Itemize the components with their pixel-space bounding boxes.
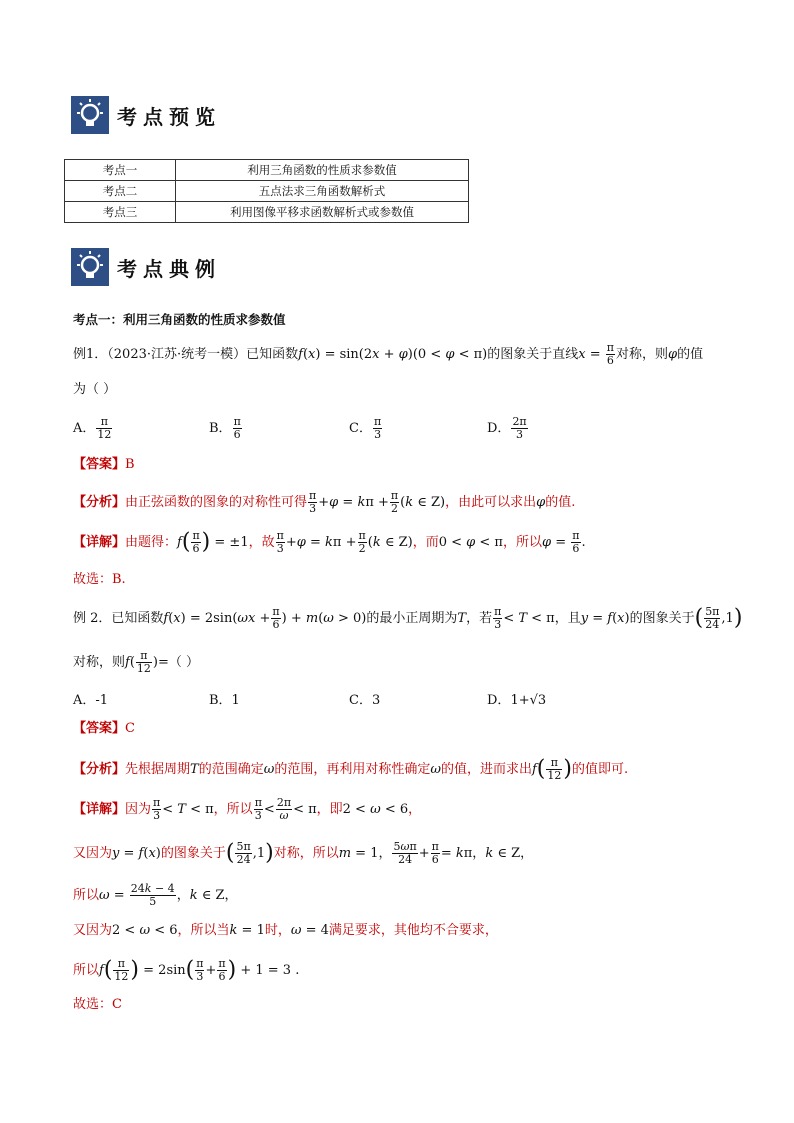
text: 对称，则 [73,655,126,670]
text: C． [349,421,372,436]
text: A． [73,421,96,436]
text: 的值即可. [571,762,629,777]
text: 的范围，再利用对称性确定 [274,762,431,777]
table-row [65,202,469,223]
fraction: $\frac{\pi}{6}$ [606,341,614,367]
text: ，若 [466,611,493,626]
ex2-choose [73,995,122,1015]
table-cell: 考点三 [65,202,176,223]
detail-label: 【详解】 [73,535,126,550]
text: ，且 [554,611,581,626]
table-cell: 利用三角函数的性质求参数值 [176,160,469,181]
table-cell: 考点一 [65,160,176,181]
text: 的值 [677,347,704,362]
section-header-examples [71,248,221,286]
text: ，所以 [502,535,542,550]
ex2-analysis: 【分析】先根据周期T的范围确定ω的范围，再利用对称性确定ω的值，进而求出f( $\frac{\pi}{12}$ )的值即可. [73,756,629,782]
text: 又因为 [73,846,113,861]
ex2-answer [73,719,135,739]
text: 对称，所以 [273,846,339,861]
ex1-detail: 【详解】由题得：f( $\frac{\pi}{6}$ ) = ±1，故 $\frac{\pi}{3}$ +φ = kπ + $\frac{\pi}{2}$ (k ∈ Z)，而0 < φ < π，所以φ = $\frac{\pi}{6}$ . [73,529,586,555]
text: 的图象关于 [629,611,695,626]
table-row [65,160,469,181]
answer-value: B [125,457,135,472]
text: D． [487,421,511,436]
text: D． [487,693,511,708]
text: 对称，则 [616,347,669,362]
answer-label: 【答案】 [73,721,126,736]
table-cell: 利用图像平移求函数解析式或参数值 [176,202,469,223]
text: 例 2．已知函数 [73,611,164,626]
detail-label: 【详解】 [73,802,126,817]
text: 时， [264,923,291,938]
text: ，故 [248,535,275,550]
ex1-question-line2: 为（ ） [73,382,117,397]
text: 所以 [73,963,100,978]
table-row [65,181,469,202]
ex2-question-line2: 对称，则f( $\frac{\pi}{12}$ )=（ ） [73,649,200,675]
lightbulb-icon [71,248,109,286]
text: 的范围确定 [198,762,264,777]
ex2-option-c: C．3 [349,693,381,708]
section-header-preview [71,96,221,134]
text: ，由此可以求出 [445,495,537,510]
text: 所以 [73,888,100,903]
ex2-detail-line5: 所以f( $\frac{\pi}{12}$ ) = 2sin( $\frac{\pi}{3}$ + $\frac{\pi}{6}$ ) + 1 = 3 . [73,957,300,983]
table-cell: 五点法求三角函数解析式 [176,181,469,202]
text: =（ ） [157,655,200,670]
ex2-question-line1: 例 2．已知函数f(x) = 2sin(ωx + $\frac{\pi}{6}$ ) + m(ω > 0)的最小正周期为T，若 $\frac{\pi}{3}$ < T < π，且y = f(x)的图象关于( $\frac{5\pi}{24}$ ,1) [73,605,743,631]
text: 因为 [125,802,152,817]
ex2-detail-line2: 又因为y = f(x)的图象关于( $\frac{5\pi}{24}$ ,1)对称，所以m = 1， $\frac{5\omega\pi}{24}$ + $\frac{\pi}{6}$ = kπ，k ∈ Z， [73,840,534,866]
ex1-option-b: B． $\frac{\pi}{6}$ [209,415,241,441]
lightbulb-icon [71,96,109,134]
ex1-option-d: D． $\frac{2\pi}{3}$ [487,415,527,441]
text: ，而 [412,535,439,550]
ex2-detail-line1: 【详解】因为 $\frac{\pi}{3}$ < T < π，所以 $\frac{\pi}{3}$ < $\frac{2\pi}{\omega}$ < π，即2 < ω < 6， [73,796,422,822]
analysis-label: 【分析】 [73,762,126,777]
table-cell: 考点二 [65,181,176,202]
key-points-table [64,159,469,223]
text: 的值. [545,495,576,510]
kp1-title: 考点一：利用三角函数的性质求参数值 [73,312,286,327]
text: 由题得： [125,535,178,550]
section-title: 考点预览 [117,104,221,129]
answer-label: 【答案】 [73,457,126,472]
text: ，所以当 [177,923,230,938]
text: C [112,997,122,1012]
ex2-option-a: A．-1 [73,693,109,708]
text: ，即 [316,802,343,817]
ex1-option-a: A． $\frac{\pi}{12}$ [73,415,112,441]
text: 的图象关于直线 [487,347,579,362]
ex1-option-c: C． $\frac{\pi}{3}$ [349,415,382,441]
text: 例1．（2023·江苏·统考一模）已知函数 [73,347,299,362]
ex1-question-line1: 例1．（2023·江苏·统考一模）已知函数f(x) = sin(2x + φ)(0 < φ < π)的图象关于直线x = $\frac{\pi}{6}$ 对称，则φ的值 [73,341,704,367]
text: 满足要求，其他均不合要求， [328,923,498,938]
text: 又因为 [73,923,113,938]
analysis-label: 【分析】 [73,495,126,510]
ex2-detail-line4: 又因为2 < ω < 6，所以当k = 1时，ω = 4满足要求，其他均不合要求， [73,923,498,938]
ex2-option-d: D．1+√3 [487,693,547,708]
text: ，所以 [213,802,253,817]
ex2-detail-line3: 所以ω = $\frac{24k - 4}{5}$ ，k ∈ Z， [73,882,238,908]
text: 故选： [73,997,113,1012]
section-title: 考点典例 [117,256,221,281]
text: 由正弦函数的图象的对称性可得 [125,495,308,510]
ex1-analysis: 【分析】由正弦函数的图象的对称性可得 $\frac{\pi}{3}$ +φ = kπ + $\frac{\pi}{2}$ (k ∈ Z)，由此可以求出φ的值. [73,489,576,515]
ex2-option-b: B．1 [209,693,240,708]
answer-value: C [125,721,135,736]
text: 的值，进而求出 [440,762,532,777]
ex1-answer [73,455,135,475]
text: 先根据周期 [125,762,191,777]
text: B． [209,421,232,436]
text: 的图象关于 [160,846,226,861]
ex1-choose: 故选：B. [73,572,126,587]
text: 的最小正周期为 [366,611,458,626]
